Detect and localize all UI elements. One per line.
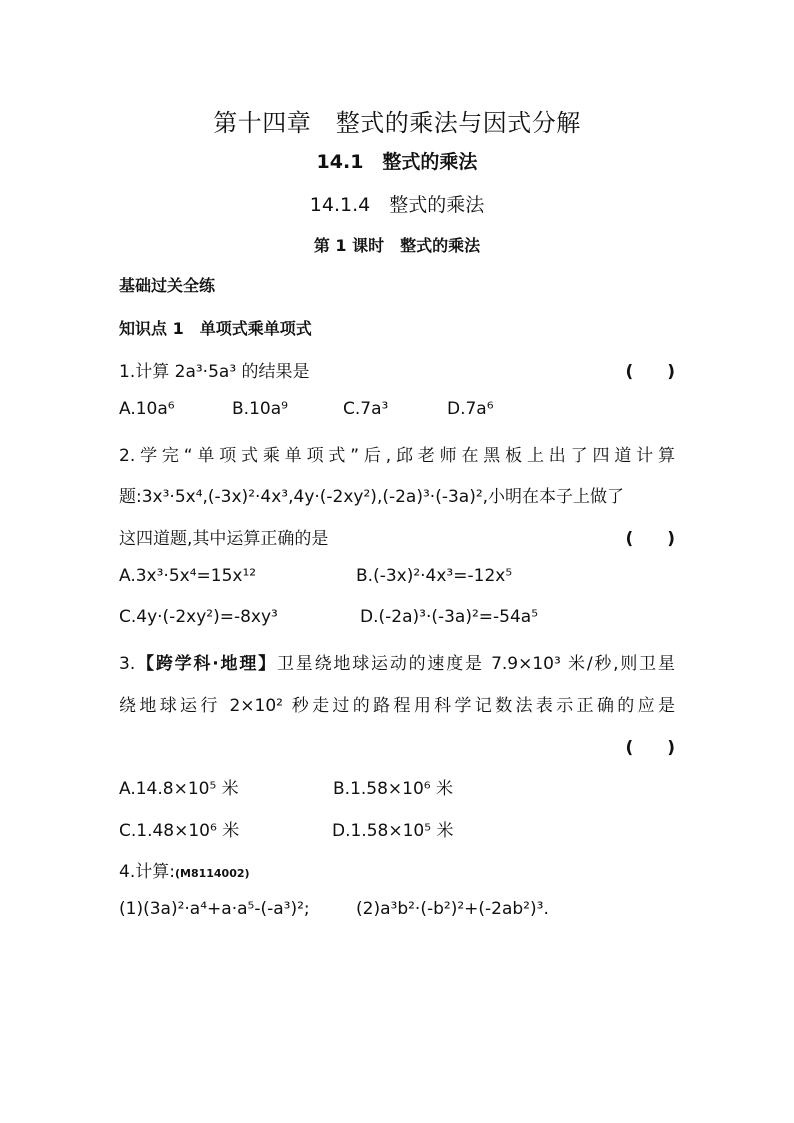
question-4-text: 计算: xyxy=(135,862,175,882)
question-4-stem xyxy=(119,857,675,882)
q1-option-c: C.7a³ xyxy=(343,399,389,419)
section-title: 14.1 整式的乘法 xyxy=(316,151,478,173)
question-4-part-1: (1)(3a)²·a⁴+a·a⁵-(-a³)²; xyxy=(119,899,310,919)
q2-option-d: D.(-2a)³·(-3a)²=-54a⁵ xyxy=(360,607,539,627)
q2-option-c: C.4y·(-2xy²)=-8xy³ xyxy=(119,607,278,627)
question-1-number: 1. xyxy=(119,362,136,382)
question-3-answer-bracket: ( ) xyxy=(625,738,675,758)
question-2-stem-line-3: 这四道题,其中运算正确的是 xyxy=(119,529,329,549)
practice-title: 基础过关全练 xyxy=(119,276,216,295)
question-1-text: 计算 2a³·5a³ 的结果是 xyxy=(135,362,310,382)
knowledge-point-title: 知识点 1 单项式乘单项式 xyxy=(119,319,312,338)
q3-option-a: A.14.8×10⁵ 米 xyxy=(119,779,239,799)
question-1-stem xyxy=(119,357,675,382)
q3-option-c: C.1.48×10⁶ 米 xyxy=(119,821,240,841)
lesson-title: 第 1 课时 整式的乘法 xyxy=(313,236,481,255)
q2-option-a: A.3x³·5x⁴=15x¹² xyxy=(119,566,257,586)
q1-option-b: B.10a⁹ xyxy=(232,399,288,419)
question-3-stem-line-1 xyxy=(119,649,675,674)
question-4-part-2: (2)a³b²·(-b²)²+(-2ab²)³. xyxy=(356,899,549,919)
chapter-title: 第十四章 整式的乘法与因式分解 xyxy=(213,109,581,137)
question-2-stem-line-2: 题:3x³·5x⁴,(-3x)²·4x³,4y·(-2xy²),(-2a)³·(-3a)²,小明在本子上做了 xyxy=(119,487,625,507)
question-3-text-1: 卫星绕地球运动的速度是 7.9×10³ 米/秒,则卫星 xyxy=(276,654,675,674)
question-2-answer-bracket: ( ) xyxy=(625,529,675,549)
q2-option-b: B.(-3x)²·4x³=-12x⁵ xyxy=(356,566,513,586)
question-2-stem-line-1 xyxy=(119,441,675,466)
q1-option-a: A.10a⁶ xyxy=(119,399,175,419)
question-2-text-1: 学完“单项式乘单项式”后,邱老师在黑板上出了四道计算 xyxy=(135,446,675,466)
q1-option-d: D.7a⁶ xyxy=(447,399,494,419)
question-4-number: 4. xyxy=(119,862,136,882)
subsection-title: 14.1.4 整式的乘法 xyxy=(309,194,485,216)
question-4-code: (M8114002) xyxy=(174,867,250,880)
q3-option-d: D.1.58×10⁵ 米 xyxy=(332,821,454,841)
question-1-answer-bracket: ( ) xyxy=(625,362,675,382)
question-3-stem-line-2: 绕地球运行 2×10² 秒走过的路程用科学记数法表示正确的应是 xyxy=(119,696,675,716)
question-3-number: 3. xyxy=(119,654,136,674)
q3-option-b: B.1.58×10⁶ 米 xyxy=(333,779,454,799)
question-2-number: 2. xyxy=(119,446,136,466)
question-3-tag: 【跨学科·地理】 xyxy=(135,654,277,674)
